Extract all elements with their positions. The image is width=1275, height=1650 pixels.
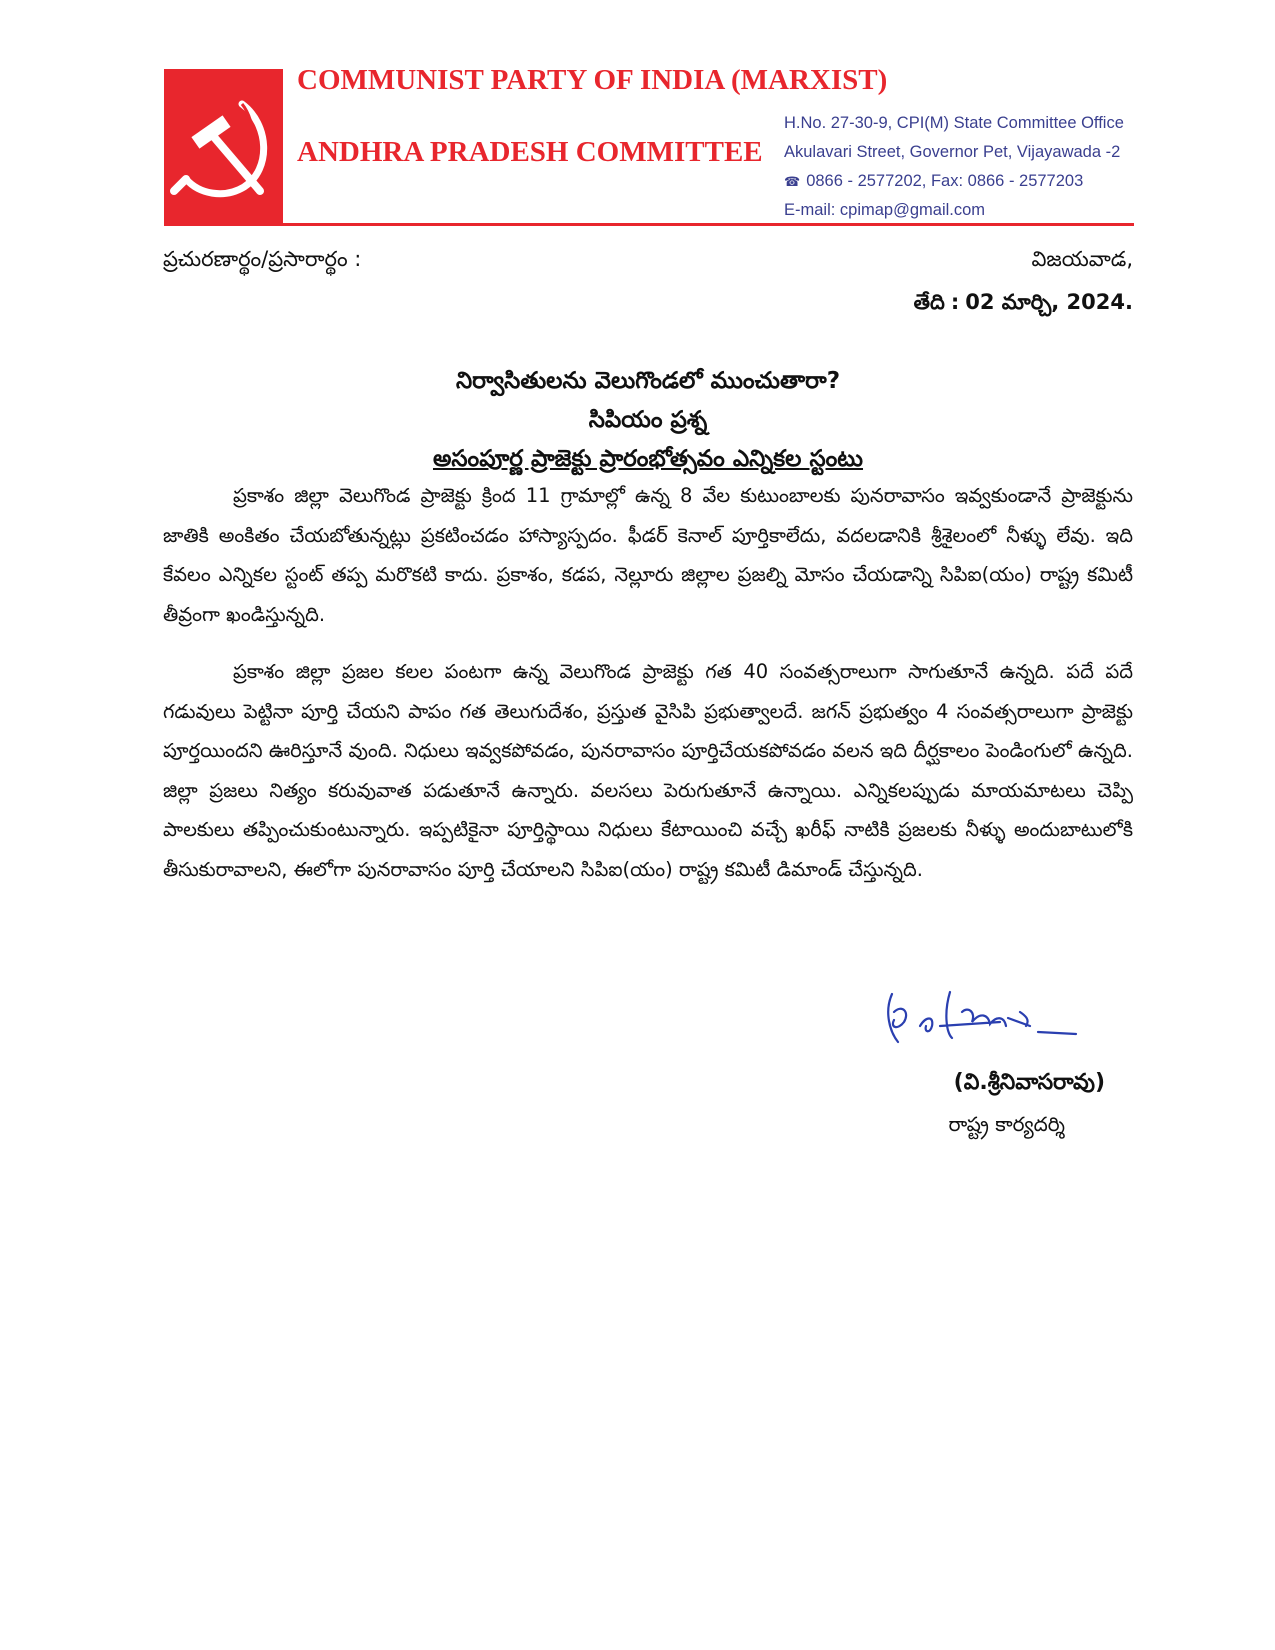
address-line-1: H.No. 27-30-9, CPI(M) State Committee Office — [784, 114, 1124, 132]
org-name: COMMUNIST PARTY OF INDIA (MARXIST) — [297, 64, 888, 96]
phone-icon: ☎ — [784, 174, 801, 189]
press-release-body — [163, 476, 1133, 907]
party-logo — [164, 69, 283, 226]
hammer-sickle-icon — [164, 69, 283, 226]
release-label: ప్రచురణార్థం/ప్రసారార్థం : — [163, 247, 362, 271]
address-line-2: Akulavari Street, Governor Pet, Vijayawada -2 — [784, 143, 1121, 161]
date-label: తేది — [913, 290, 945, 314]
date-value: 02 మార్చి, 2024. — [965, 290, 1133, 314]
handwritten-signature — [880, 982, 1080, 1052]
phone-line — [784, 167, 1124, 196]
date-line — [914, 290, 1133, 320]
contact-block — [784, 109, 1124, 225]
signatory-role: రాష్ట్ర కార్యదర్శి — [948, 1112, 1065, 1136]
date-separator: : — [950, 290, 960, 314]
heading-line-3: అసంపూర్ణ ప్రాజెక్టు ప్రారంభోత్సవం ఎన్నికల స్టంటు — [432, 446, 864, 472]
heading-line-2: సిపియం ప్రశ్న — [588, 407, 708, 433]
email-line: E-mail: cpimap@gmail.com — [784, 201, 986, 219]
header-divider — [283, 223, 1134, 226]
paragraph-2: ప్రకాశం జిల్లా ప్రజల కలల పంటగా ఉన్న వెలుగొండ ప్రాజెక్టు గత 40 సంవత్సరాలుగా సాగుతూనే ఉన్నది. పదే పదే గడువులు పెట్టినా పూర్తి చేయని పాపం గత తెలుగుదేశం, ప్రస్తుత వైసిపి ప్రభుత్వాలదే. జగన్ ప్రభుత్వం 4 సంవత్సరాలుగా ప్రాజెక్టు పూర్తయిందని ఊరిస్తూనే వుంది. నిధులు ఇవ్వకపోవడం, పునరావాసం పూర్తిచేయకపోవడం వలన ఇది దీర్ఘకాలం పెండింగులో ఉన్నది. జిల్లా ప్రజలు నిత్యం కరువువాత పడుతూనే ఉన్నారు. వలసలు పెరుగుతూనే ఉన్నాయి. ఎన్నికలప్పుడు మాయమాటలు చెప్పి పాలకులు తప్పించుకుంటున్నారు. ఇప్పటికైనా పూర్తిస్థాయి నిధులు కేటాయించి వచ్చే ఖరీఫ్ నాటికి ప్రజలకు నీళ్ళు అందుబాటులోకి తీసుకురావాలని, ఈలోగా పునరావాసం పూర్తి చేయాలని సిపిఐ(యం) రాష్ట్ర కమిటీ డిమాండ్ చేస్తున్నది. — [163, 660, 1133, 881]
phone-text: 0866 - 2577202, Fax: 0866 - 2577203 — [806, 172, 1084, 190]
headings — [163, 362, 1133, 479]
paragraph-1: ప్రకాశం జిల్లా వెలుగొండ ప్రాజెక్టు క్రింద 11 గ్రామాల్లో ఉన్న 8 వేల కుటుంబాలకు పునరావాసం ఇవ్వకుండానే ప్రాజెక్టును జాతికి అంకితం చేయబోతున్నట్లు ప్రకటించడం హాస్యాస్పదం. ఫీడర్ కెనాల్ పూర్తికాలేదు, వదలడానికి శ్రీశైలంలో నీళ్ళు లేవు. ఇది కేవలం ఎన్నికల స్టంట్ తప్ప మరొకటి కాదు. ప్రకాశం, కడప, నెల్లూరు జిల్లాల ప్రజల్ని మోసం చేయడాన్ని సిపిఐ(యం) రాష్ట్ర కమిటీ తీవ్రంగా ఖండిస్తున్నది. — [163, 484, 1133, 626]
heading-line-1: నిర్వాసితులను వెలుగొండలో ముంచుతారా? — [455, 368, 841, 394]
place: విజయవాడ, — [1031, 247, 1133, 271]
signatory-name: (వి.శ్రీనివాసరావు) — [953, 1070, 1105, 1095]
committee-name: ANDHRA PRADESH COMMITTEE — [297, 136, 763, 168]
